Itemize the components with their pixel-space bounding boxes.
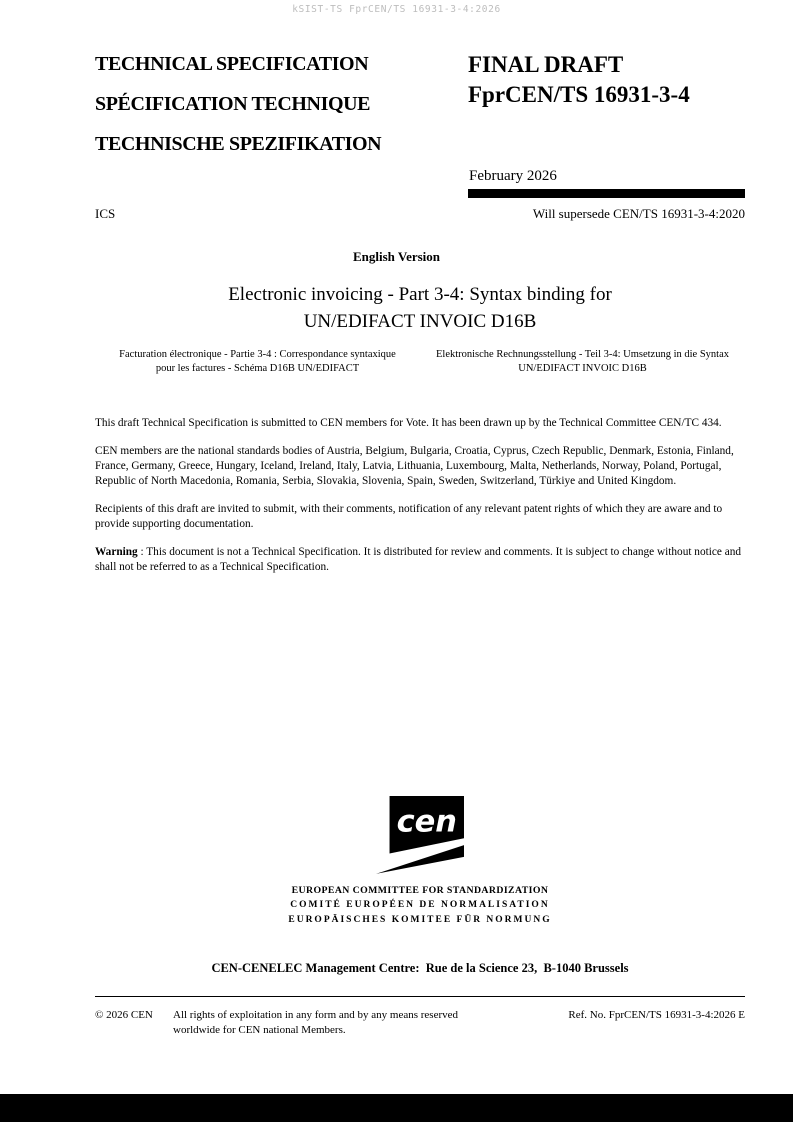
subtitle-german: Elektronische Rechnungsstellung - Teil 3-4: Umsetzung in die Syntax UN/EDIFACT INVOIC D16B	[435, 349, 730, 374]
warning-text: : This document is not a Technical Specification. It is distributed for review and comments. It is subject to change without notice and shall not be referred to as a Technical Specification.	[95, 546, 742, 574]
org-name-german: EUROPÄISCHES KOMITEE FÜR NORMUNG	[288, 914, 552, 925]
document-reference: FprCEN/TS 16931-3-4	[468, 81, 690, 107]
rights-line1: All rights of exploitation in any form and by any means reserved	[173, 1009, 459, 1021]
warning-paragraph	[95, 545, 747, 575]
org-name-french: COMITÉ EUROPÉEN DE NORMALISATION	[290, 900, 550, 911]
copyright-notice: © 2026 CEN	[95, 1009, 153, 1021]
org-name-english: EUROPEAN COMMITTEE FOR STANDARDIZATION	[291, 884, 549, 896]
header-rule	[468, 189, 745, 198]
publication-date: February 2026	[469, 168, 557, 184]
management-centre-line: CEN-CENELEC Management Centre: Rue de la Science 23, B-1040 Brussels	[211, 961, 629, 975]
cen-logo-block	[95, 796, 745, 927]
document-title-line1: Electronic invoicing - Part 3-4: Syntax binding for	[228, 284, 612, 305]
ics-row	[95, 206, 745, 222]
reference-number: Ref. No. FprCEN/TS 16931-3-4:2026 E	[568, 1009, 745, 1021]
document-title-line2: UN/EDIFACT INVOIC D16B	[303, 310, 537, 332]
doc-type-english: TECHNICAL SPECIFICATION	[95, 53, 369, 75]
draft-reference-block	[468, 50, 690, 110]
warning-label: Warning	[95, 546, 138, 559]
rights-line2: worldwide for CEN national Members.	[173, 1023, 346, 1036]
document-type-block	[95, 54, 381, 174]
body-paragraph-vote: This draft Technical Specification is submitted to CEN members for Vote. It has been drawn up by the Technical Committee CEN/TC 434.	[95, 417, 722, 429]
ics-label: ICS	[95, 206, 116, 221]
footer-rule	[95, 996, 745, 997]
body-paragraph-recipients: Recipients of this draft are invited to submit, with their comments, notification of any relevant patent rights of which they are aware and to provide supporting documentation.	[95, 503, 723, 531]
final-draft-label: FINAL DRAFT	[468, 52, 624, 77]
english-version-label: English Version	[352, 249, 441, 264]
supersede-note: Will supersede CEN/TS 16931-3-4:2020	[532, 206, 745, 221]
footer	[95, 1008, 745, 1038]
rights-statement	[173, 1008, 568, 1038]
doc-type-german: TECHNISCHE SPEZIFIKATION	[95, 133, 382, 155]
body-paragraph-members: CEN members are the national standards bodies of Austria, Belgium, Bulgaria, Croatia, Cyprus, Czech Republic, Denmark, Estonia, Finland, France, Germany, Greece, Hungary, Iceland, Ireland, Italy, Latvia, Lithuania, Luxembourg, Malta, Netherlands, Norway, Poland, Portugal, Republic of North Macedonia, Romania, Serbia, Slovakia, Slovenia, Spain, Sweden, Switzerland, Türkiye and United Kingdom.	[95, 445, 734, 488]
document-title	[95, 282, 745, 336]
cen-logo-text: cen	[396, 804, 457, 840]
subtitle-french: Facturation électronique - Partie 3-4 : Correspondance syntaxique pour les factures - Schéma D16B UN/EDIFACT	[119, 349, 396, 374]
cen-logo	[376, 796, 464, 881]
organization-names	[95, 884, 745, 927]
body-text	[95, 416, 747, 588]
watermark-text: kSIST-TS FprCEN/TS 16931-3-4:2026	[292, 4, 501, 15]
bottom-bar	[0, 1094, 793, 1122]
cen-logo-swoosh	[376, 845, 464, 874]
doc-type-french: SPÉCIFICATION TECHNIQUE	[95, 93, 371, 115]
translated-subtitles	[95, 348, 745, 375]
